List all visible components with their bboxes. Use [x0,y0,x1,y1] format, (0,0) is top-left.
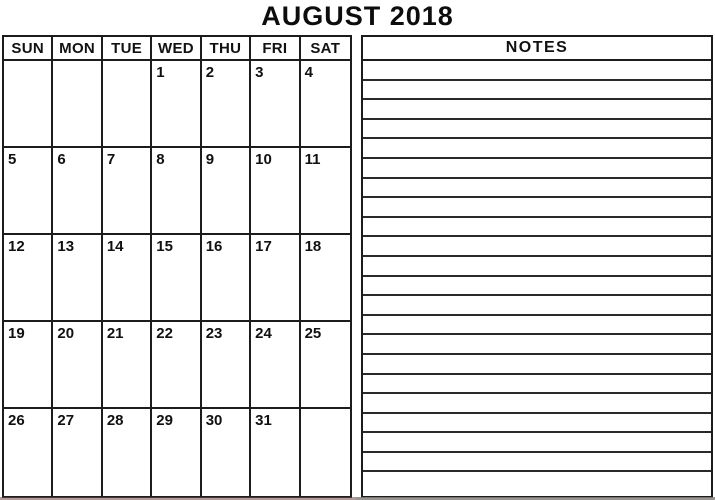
notes-ruled-line [363,375,711,395]
day-cell: 2 [202,61,251,148]
notes-ruled-line [363,218,711,238]
day-header-thu: THU [202,37,251,61]
day-cell: 7 [103,148,152,235]
day-cell: 31 [251,409,300,496]
notes-ruled-line [363,179,711,199]
notes-header: NOTES [363,37,711,61]
day-cell: 3 [251,61,300,148]
day-cell: 29 [152,409,201,496]
day-cell: 5 [4,148,53,235]
page-title: AUGUST 2018 [261,1,454,31]
day-header-tue: TUE [103,37,152,61]
day-header-sat: SAT [301,37,350,61]
day-cell: 15 [152,235,201,322]
day-cell: 10 [251,148,300,235]
notes-ruled-line [363,316,711,336]
day-cell: 14 [103,235,152,322]
notes-ruled-line [363,120,711,140]
notes-panel [361,35,713,498]
day-header-wed: WED [152,37,201,61]
day-cell: 6 [53,148,102,235]
day-header-fri: FRI [251,37,300,61]
day-cell: 16 [202,235,251,322]
day-cell: 27 [53,409,102,496]
notes-ruled-line [363,277,711,297]
day-cell: 18 [301,235,350,322]
day-header-sun: SUN [4,37,53,61]
notes-ruled-line [363,100,711,120]
day-cell: 30 [202,409,251,496]
day-header-mon: MON [53,37,102,61]
day-cell: 22 [152,322,201,409]
notes-ruled-line [363,433,711,453]
notes-ruled-line [363,296,711,316]
notes-ruled-line [363,139,711,159]
day-cell: 28 [103,409,152,496]
day-cell: 9 [202,148,251,235]
notes-ruled-line [363,81,711,101]
day-cell [301,409,350,496]
notes-ruled-line [363,257,711,277]
day-cell: 11 [301,148,350,235]
notes-ruled-line [363,472,711,496]
day-cell: 1 [152,61,201,148]
notes-ruled-line [363,394,711,414]
day-cell: 12 [4,235,53,322]
day-cell: 19 [4,322,53,409]
day-cell: 8 [152,148,201,235]
day-cell: 13 [53,235,102,322]
notes-ruled-line [363,198,711,218]
day-cell: 26 [4,409,53,496]
day-cell [4,61,53,148]
notes-ruled-line [363,61,711,81]
day-cell: 4 [301,61,350,148]
day-cell: 25 [301,322,350,409]
day-cell [103,61,152,148]
day-cell: 17 [251,235,300,322]
notes-ruled-area [363,61,711,496]
notes-ruled-line [363,355,711,375]
day-cell [53,61,102,148]
day-cell: 20 [53,322,102,409]
notes-ruled-line [363,335,711,355]
notes-ruled-line [363,414,711,434]
day-cell: 23 [202,322,251,409]
notes-ruled-line [363,453,711,473]
calendar-grid [2,35,352,498]
day-cell: 24 [251,322,300,409]
notes-ruled-line [363,159,711,179]
day-cell: 21 [103,322,152,409]
notes-ruled-line [363,237,711,257]
